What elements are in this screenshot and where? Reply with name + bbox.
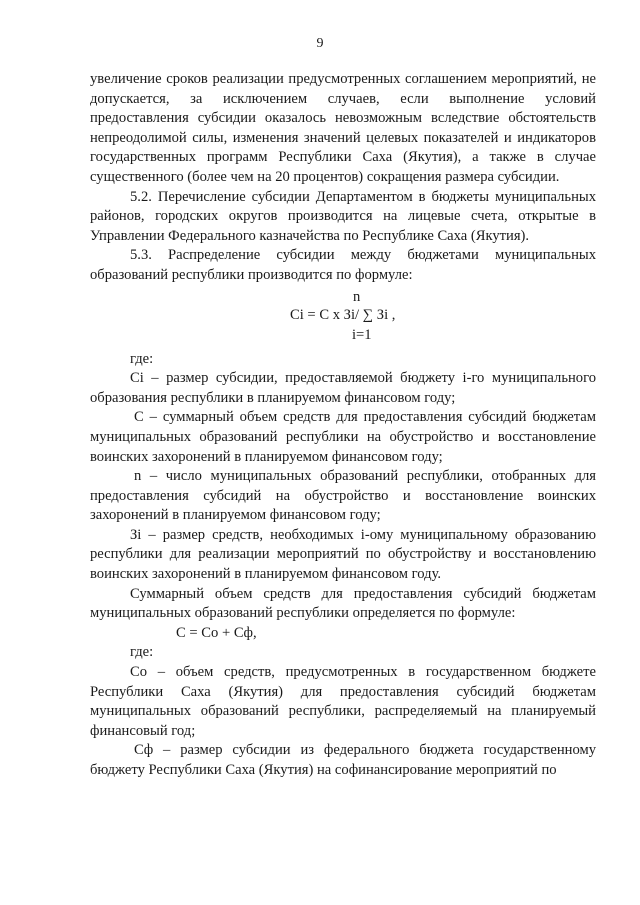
formula-expression: Ci = C x Зi/ ∑ Зi , xyxy=(290,306,396,323)
where-label: где: xyxy=(130,350,154,367)
distribution-formula xyxy=(90,288,596,348)
definition-n: n – число муниципальных образований республики, отобранных для предоставления субсидий на обустройство и восстановление воинских захоронений в планируемом финансовом году; xyxy=(90,468,596,524)
definition-ci: Ci – размер субсидии, предоставляемой бюджету i-го муниципального образования республики в планируемом финансовом году; xyxy=(90,370,596,406)
definition-co: Со – объем средств, предусмотренных в государственном бюджете Республики Саха (Якутия) для предоставления субсидий бюджетам муниципальных образований республики, распределяемый на планируемый финансовый год; xyxy=(90,664,596,739)
definition-cf: Сф – размер субсидии из федерального бюджета государственному бюджету Республики Саха (Якутия) на софинансирование мероприятий по xyxy=(90,742,596,778)
document-body xyxy=(90,70,596,781)
total-volume-formula: С = Со + Сф, xyxy=(176,624,257,641)
definition-zi: Зi – размер средств, необходимых i-ому муниципальному образованию республики для реализации мероприятий по обустройству и восстановлению воинских захоронений в планируемом финансовом году. xyxy=(90,526,596,583)
page-number: 9 xyxy=(316,36,324,51)
formula-sum-upper-limit: n xyxy=(353,288,361,305)
paragraph-total-volume: Суммарный объем средств для предоставления субсидий бюджетам муниципальных образований республики определяется по формуле: xyxy=(90,585,596,622)
paragraph-5-3: 5.3. Распределение субсидии между бюджетами муниципальных образований республики производится по формуле: xyxy=(90,247,596,283)
formula-sum-lower-limit: i=1 xyxy=(352,326,372,343)
definition-c: С – суммарный объем средств для предоставления субсидий бюджетам муниципальных образований республики на обустройство и восстановление воинских захоронений в планируемом финансовом году; xyxy=(90,409,596,465)
paragraph-5-2: 5.2. Перечисление субсидии Департаментом в бюджеты муниципальных районов, городских округов производится на лицевые счета, открытые в Управлении Федерального казначейства по Республике Саха (Якутия). xyxy=(90,188,596,244)
paragraph-continuation: увеличение сроков реализации предусмотренных соглашением мероприятий, не допускается, за исключением случаев, если выполнение условий предоставления субсидии оказалось невозможным вследствие обстоятельств непреодолимой силы, изменения значений целевых показателей и индикаторов государственных программ Республики Саха (Якутия), а также в случае существенного (более чем на 20 процентов) сокращения размера субсидии. xyxy=(90,71,596,185)
where-label-2: где: xyxy=(130,644,154,661)
